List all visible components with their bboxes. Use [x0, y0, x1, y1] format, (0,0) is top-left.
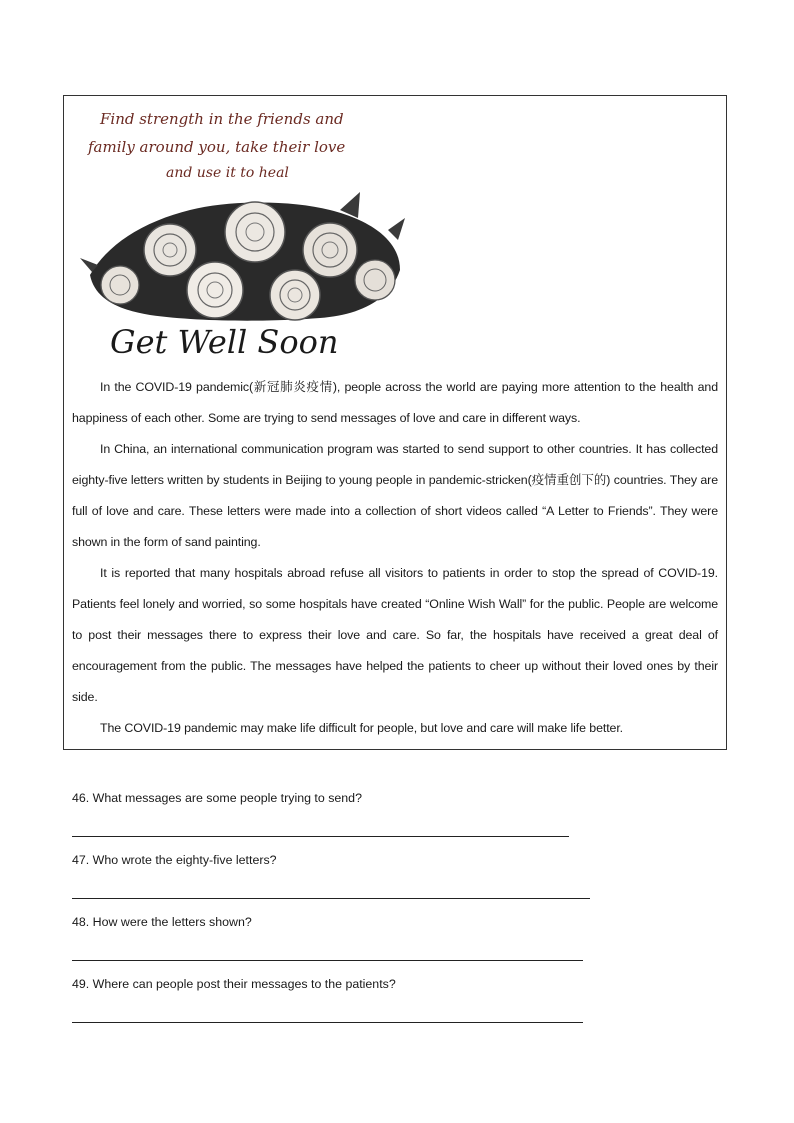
passage-paragraph-4: The COVID-19 pandemic may make life difficult for people, but love and care will make life better. — [100, 721, 624, 735]
question-46-text: 46. What messages are some people trying to send? — [72, 791, 362, 805]
question-47-text: 47. Who wrote the eighty-five letters? — [72, 853, 277, 867]
passage-paragraph-3: It is reported that many hospitals abroad refuse all visitors to patients in order to stop the spread of COVID-19. Patients feel lonely and worried, so some hospitals have created “Online Wish Wall” for the public. People are welcome to post their messages there to express their love and care. So far, the hospitals have received a great deal of encouragement from the public. The messages have helped the patients to cheer up without their loved ones by their side. — [72, 566, 718, 704]
question-47 — [72, 848, 612, 910]
question-48-text: 48. How were the letters shown? — [72, 915, 252, 929]
roses-illustration — [80, 192, 405, 321]
question-49 — [72, 972, 612, 1034]
question-49-text: 49. Where can people post their messages to the patients? — [72, 977, 396, 991]
card-quote-line-2: family around you, take their love — [88, 138, 346, 156]
reading-passage-box — [63, 95, 727, 750]
card-quote-line-3: and use it to heal — [166, 165, 289, 181]
passage-text — [72, 372, 718, 744]
answer-line-47[interactable] — [72, 898, 590, 899]
get-well-soon-card-image — [70, 100, 410, 368]
passage-paragraph-2: In China, an international communication program was started to send support to other countries. It has collected eighty-five letters written by students in Beijing to young people in pandemic-stricken(疫情重创下的) countries. They are full of love and care. These letters were made into a collection of short videos called “A Letter to Friends”. They were shown in the form of sand painting. — [72, 442, 718, 549]
answer-line-48[interactable] — [72, 960, 583, 961]
question-48 — [72, 910, 612, 972]
question-46 — [72, 786, 612, 848]
card-title: Get Well Soon — [110, 323, 339, 361]
card-quote-line-1: Find strength in the friends and — [100, 110, 344, 128]
passage-paragraph-1: In the COVID-19 pandemic(新冠肺炎疫情), people across the world are paying more attention to the health and happiness of each other. Some are trying to send messages of love and care in different ways. — [72, 380, 718, 425]
answer-line-46[interactable] — [72, 836, 569, 837]
questions-section — [72, 786, 612, 1034]
answer-line-49[interactable] — [72, 1022, 583, 1023]
